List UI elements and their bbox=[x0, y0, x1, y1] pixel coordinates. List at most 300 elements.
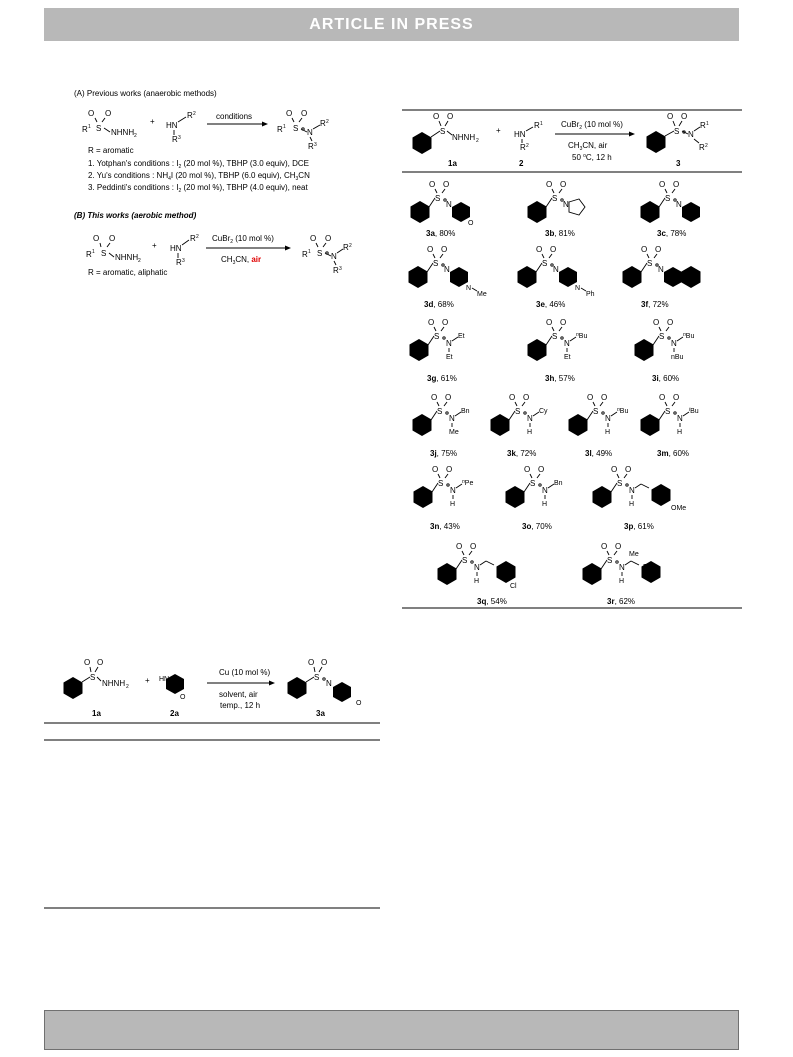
svg-text:H: H bbox=[450, 501, 456, 508]
svg-text:S: S bbox=[434, 332, 440, 341]
svg-text:3: 3 bbox=[314, 142, 317, 148]
reactant-amine-a bbox=[166, 111, 196, 144]
svg-text:+: + bbox=[496, 126, 501, 135]
svg-text:3m, 60% bbox=[657, 449, 689, 458]
svg-text:3b, 81% bbox=[545, 229, 575, 238]
svg-text:N: N bbox=[553, 265, 559, 274]
svg-text:Cl: Cl bbox=[510, 583, 517, 590]
svg-text:S: S bbox=[101, 249, 107, 258]
svg-text:O: O bbox=[546, 180, 553, 189]
svg-text:O: O bbox=[431, 393, 438, 402]
svg-text:O: O bbox=[509, 393, 516, 402]
svg-text:O: O bbox=[427, 245, 434, 254]
svg-text:+: + bbox=[152, 241, 157, 250]
svg-text:O: O bbox=[560, 318, 567, 327]
svg-text:N: N bbox=[450, 486, 456, 495]
svg-text:S: S bbox=[593, 407, 599, 416]
svg-text:N: N bbox=[527, 414, 533, 423]
condition-1-b: (20 mol %), TBHP (3.0 equiv), DCE bbox=[181, 159, 310, 168]
svg-text:N: N bbox=[446, 200, 452, 209]
svg-text:1: 1 bbox=[706, 121, 709, 127]
label-2: 2 bbox=[519, 159, 524, 168]
svg-text:S: S bbox=[542, 259, 548, 268]
svg-text:O: O bbox=[109, 234, 116, 243]
svg-text:3q, 54% bbox=[477, 597, 507, 606]
svg-text:2: 2 bbox=[476, 138, 479, 144]
svg-text:S: S bbox=[317, 249, 323, 258]
svg-text:nBu: nBu bbox=[671, 354, 684, 361]
reactant-amine-b bbox=[170, 234, 199, 267]
svg-text:1: 1 bbox=[308, 249, 311, 255]
product-id: 3d bbox=[424, 300, 434, 309]
svg-text:CuBr2 (10 mol %): CuBr$_2$ (10 mol %) bbox=[212, 234, 274, 245]
svg-text:O: O bbox=[446, 465, 453, 474]
svg-text:O: O bbox=[523, 393, 530, 402]
reactant-sulfonyl-hydrazide-b bbox=[86, 234, 141, 264]
product-yield: , 60% bbox=[668, 449, 690, 458]
svg-text:2: 2 bbox=[134, 133, 137, 139]
product-3l bbox=[569, 393, 629, 458]
svg-text:3f, 72% bbox=[641, 300, 669, 309]
svg-text:+: + bbox=[145, 676, 150, 685]
product-id: 3p bbox=[624, 522, 634, 531]
product-3e bbox=[518, 245, 595, 309]
svg-text:O: O bbox=[321, 658, 328, 667]
scheme-previous-vs-this-work bbox=[74, 89, 352, 277]
svg-text:R: R bbox=[190, 234, 196, 243]
svg-text:O: O bbox=[97, 658, 104, 667]
svg-text:O: O bbox=[611, 465, 618, 474]
svg-text:O: O bbox=[443, 180, 450, 189]
footer-box bbox=[44, 1010, 739, 1050]
svg-text:O: O bbox=[93, 234, 100, 243]
product-yield: , 80% bbox=[434, 229, 456, 238]
product-id: 3i bbox=[652, 374, 659, 383]
product-3f bbox=[623, 245, 701, 309]
product-3g bbox=[410, 318, 465, 383]
svg-text:nPe: $^n$Pe bbox=[462, 479, 474, 487]
svg-text:N: N bbox=[671, 339, 677, 348]
svg-text:O: O bbox=[659, 180, 666, 189]
svg-text:HN: HN bbox=[514, 130, 526, 139]
product-yield: , 54% bbox=[486, 597, 507, 606]
svg-text:N: N bbox=[658, 265, 664, 274]
svg-text:O: O bbox=[301, 109, 308, 118]
product-3m bbox=[641, 393, 699, 458]
r-aromatic-note: R = aromatic bbox=[88, 146, 134, 155]
svg-text:iBu: $^i$Bu bbox=[689, 407, 699, 415]
svg-text:3a, 80% bbox=[426, 229, 455, 238]
condition-2-a: 2. Yu's conditions : NH bbox=[88, 171, 169, 180]
svg-text:O: O bbox=[673, 180, 680, 189]
product-id: 3l bbox=[585, 449, 592, 458]
svg-text:N: N bbox=[331, 252, 337, 261]
product-yield: , 57% bbox=[554, 374, 575, 383]
condition-2-b: I (20 mol %), TBHP (6.0 equiv), CH bbox=[170, 171, 296, 180]
product-3c bbox=[641, 180, 701, 238]
product-3d bbox=[409, 245, 487, 309]
catalyst-cubr2-b: CuBr bbox=[561, 120, 580, 129]
label-1a: 1a bbox=[448, 159, 457, 168]
product-yield: , 61% bbox=[436, 374, 457, 383]
svg-text:O: O bbox=[546, 318, 553, 327]
svg-text:1: 1 bbox=[88, 124, 91, 130]
svg-text:2: 2 bbox=[126, 684, 129, 690]
banner-text: ARTICLE IN PRESS bbox=[309, 15, 474, 33]
svg-text:3h, 57% bbox=[545, 374, 575, 383]
product-3b bbox=[528, 180, 586, 238]
product-yield: , 46% bbox=[544, 300, 566, 309]
svg-text:Ph: Ph bbox=[586, 291, 595, 298]
svg-text:R: R bbox=[308, 142, 314, 151]
opt-label-2a: 2a bbox=[170, 709, 179, 718]
svg-text:O: O bbox=[601, 393, 608, 402]
condition-3-b: (20 mol %), TBHP (4.0 equiv), neat bbox=[181, 183, 308, 192]
product-yield: , 72% bbox=[515, 449, 537, 458]
svg-text:Bn: Bn bbox=[461, 408, 470, 415]
svg-text:50 oC, 12 h: 50 $^o$C, 12 h bbox=[572, 153, 612, 162]
svg-text:1: 1 bbox=[283, 124, 286, 130]
svg-text:R: R bbox=[302, 250, 308, 259]
product-id: 3g bbox=[427, 374, 437, 383]
svg-text:H: H bbox=[629, 501, 635, 508]
svg-text:Bn: Bn bbox=[554, 480, 563, 487]
svg-text:S: S bbox=[530, 479, 536, 488]
svg-text:O: O bbox=[88, 109, 95, 118]
svg-text:N: N bbox=[307, 128, 313, 137]
svg-text:O: O bbox=[538, 465, 545, 474]
product-id: 3k bbox=[507, 449, 516, 458]
opt-solvent: solvent, air bbox=[219, 690, 258, 699]
svg-text:O: O bbox=[456, 542, 463, 551]
svg-text:S: S bbox=[433, 259, 439, 268]
svg-text:2: 2 bbox=[326, 119, 329, 125]
svg-text:O: O bbox=[286, 109, 293, 118]
svg-text:Me: Me bbox=[449, 429, 459, 436]
svg-text:N: N bbox=[474, 563, 480, 572]
svg-text:nBu: $^n$Bu bbox=[683, 332, 695, 340]
svg-text:3p, 61% bbox=[624, 522, 654, 531]
svg-text:O: O bbox=[445, 393, 452, 402]
svg-text:N: N bbox=[575, 285, 581, 292]
products-grid bbox=[409, 180, 701, 606]
svg-text:O: O bbox=[615, 542, 622, 551]
svg-text:3l, 49% bbox=[585, 449, 612, 458]
svg-text:S: S bbox=[90, 673, 96, 682]
svg-text:N: N bbox=[688, 130, 694, 139]
arrow-label-conditions: conditions bbox=[216, 112, 253, 121]
svg-text:3d, 68% bbox=[424, 300, 454, 309]
svg-text:2: 2 bbox=[526, 143, 529, 149]
product-yield: , 75% bbox=[436, 449, 458, 458]
product-id: 3h bbox=[545, 374, 555, 383]
svg-text:O: O bbox=[641, 245, 648, 254]
svg-text:O: O bbox=[655, 245, 662, 254]
svg-text:OMe: OMe bbox=[671, 505, 687, 512]
solvent-ch-b: CH bbox=[568, 141, 580, 150]
catalyst-cubr2-a: CuBr bbox=[212, 234, 231, 243]
svg-text:N: N bbox=[326, 679, 332, 688]
svg-text:+: + bbox=[150, 117, 155, 126]
svg-text:HN: HN bbox=[166, 121, 178, 130]
svg-text:O: O bbox=[653, 318, 660, 327]
svg-text:O: O bbox=[428, 318, 435, 327]
opt-catalyst: Cu (10 mol %) bbox=[219, 668, 271, 677]
product-3n bbox=[414, 465, 474, 531]
svg-text:O: O bbox=[550, 245, 557, 254]
svg-text:3i, 60% bbox=[652, 374, 679, 383]
product-yield: , 70% bbox=[531, 522, 552, 531]
svg-text:O: O bbox=[441, 245, 448, 254]
svg-text:3. Peddinti's conditions : I2: 3. Peddinti's conditions : $I_2$ (20 mol %), TBHP (4.0 equiv), neat bbox=[88, 183, 308, 194]
product-3j bbox=[413, 393, 470, 458]
solvent-air-red: air bbox=[251, 255, 262, 264]
opt-label-1a: 1a bbox=[92, 709, 101, 718]
svg-text:R: R bbox=[520, 143, 526, 152]
svg-text:H: H bbox=[542, 501, 548, 508]
svg-text:R: R bbox=[172, 135, 178, 144]
svg-text:2: 2 bbox=[193, 111, 196, 117]
svg-text:S: S bbox=[515, 407, 521, 416]
condition-1-a: 1. Yotphan's conditions : I bbox=[88, 159, 179, 168]
svg-text:NHNH: NHNH bbox=[452, 133, 476, 142]
svg-text:N: N bbox=[564, 339, 570, 348]
product-id: 3f bbox=[641, 300, 649, 309]
svg-text:O: O bbox=[442, 318, 449, 327]
svg-text:3e, 46% bbox=[536, 300, 565, 309]
svg-text:S: S bbox=[607, 556, 613, 565]
svg-text:3o, 70% bbox=[522, 522, 552, 531]
svg-text:S: S bbox=[462, 556, 468, 565]
svg-text:O: O bbox=[105, 109, 112, 118]
svg-text:S: S bbox=[435, 194, 441, 203]
product-3h bbox=[528, 318, 588, 383]
svg-text:3k, 72% bbox=[507, 449, 536, 458]
svg-text:O: O bbox=[667, 112, 674, 121]
svg-text:S: S bbox=[665, 194, 671, 203]
opt-label-3a: 3a bbox=[316, 709, 325, 718]
svg-text:Et: Et bbox=[446, 354, 453, 361]
svg-text:Cy: Cy bbox=[539, 408, 548, 415]
svg-text:3g, 61% bbox=[427, 374, 457, 383]
svg-text:3j, 75% bbox=[430, 449, 457, 458]
svg-text:H: H bbox=[527, 429, 533, 436]
solvent-cn-a: CN, bbox=[235, 255, 252, 264]
svg-text:O: O bbox=[447, 112, 454, 121]
product-yield: , 78% bbox=[665, 229, 687, 238]
svg-text:N: N bbox=[605, 414, 611, 423]
svg-text:H: H bbox=[474, 578, 480, 585]
product-id: 3o bbox=[522, 522, 532, 531]
svg-text:3: 3 bbox=[182, 258, 185, 264]
reactant-1a-opt bbox=[64, 658, 130, 699]
product-sulfonamide-a bbox=[277, 109, 329, 151]
svg-text:O: O bbox=[84, 658, 91, 667]
svg-text:CH3CN, air: $CH_3CN$, air bbox=[568, 141, 608, 152]
svg-text:Me: Me bbox=[629, 551, 639, 558]
solvent-ch-a: CH bbox=[221, 255, 233, 264]
opt-temp: temp., 12 h bbox=[220, 701, 261, 710]
product-id: 3q bbox=[477, 597, 487, 606]
product-id: 3c bbox=[657, 229, 666, 238]
svg-text:N: N bbox=[449, 414, 455, 423]
svg-text:R: R bbox=[82, 125, 88, 134]
product-yield: , 81% bbox=[554, 229, 575, 238]
product-yield: , 72% bbox=[648, 300, 669, 309]
svg-text:S: S bbox=[293, 124, 299, 133]
product-3 bbox=[647, 112, 710, 153]
svg-text:2: 2 bbox=[705, 143, 708, 149]
section-a-title: (A) Previous works (anaerobic methods) bbox=[74, 89, 217, 98]
svg-text:O: O bbox=[468, 220, 474, 227]
svg-text:S: S bbox=[552, 332, 558, 341]
product-3p bbox=[593, 465, 687, 531]
svg-text:O: O bbox=[432, 465, 439, 474]
catalyst-loading-b: (10 mol %) bbox=[582, 120, 623, 129]
svg-text:H: H bbox=[677, 429, 683, 436]
condition-2-c: CN bbox=[298, 171, 310, 180]
svg-text:R: R bbox=[333, 266, 339, 275]
product-3k bbox=[491, 393, 549, 458]
svg-text:Et: Et bbox=[458, 333, 465, 340]
product-yield: , 60% bbox=[658, 374, 680, 383]
svg-text:S: S bbox=[437, 407, 443, 416]
temperature-time: C, 12 h bbox=[585, 153, 612, 162]
reactant-sulfonyl-hydrazide-a bbox=[82, 109, 137, 139]
svg-text:N: N bbox=[444, 265, 450, 274]
svg-text:HN: HN bbox=[159, 676, 170, 683]
svg-text:3: 3 bbox=[178, 135, 181, 141]
catalyst-loading-a: (10 mol %) bbox=[233, 234, 274, 243]
svg-text:O: O bbox=[180, 694, 186, 701]
svg-text:NHNH: NHNH bbox=[111, 128, 135, 137]
product-3q bbox=[438, 542, 518, 606]
svg-text:O: O bbox=[587, 393, 594, 402]
reactant-2 bbox=[514, 121, 543, 152]
svg-text:CuBr2 (10 mol %): CuBr$_2$ (10 mol %) bbox=[561, 120, 623, 131]
svg-text:N: N bbox=[466, 285, 472, 292]
product-id: 3e bbox=[536, 300, 545, 309]
product-3r bbox=[583, 542, 661, 606]
svg-text:O: O bbox=[356, 700, 362, 707]
svg-text:O: O bbox=[325, 234, 332, 243]
svg-text:2: 2 bbox=[349, 243, 352, 249]
svg-text:O: O bbox=[536, 245, 543, 254]
product-yield: , 62% bbox=[614, 597, 636, 606]
svg-text:N: N bbox=[629, 486, 635, 495]
svg-text:3r, 62% bbox=[607, 597, 635, 606]
solvent-cn-air-b: CN, air bbox=[582, 141, 608, 150]
svg-text:R: R bbox=[86, 250, 92, 259]
svg-text:HN: HN bbox=[170, 244, 182, 253]
svg-text:S: S bbox=[659, 332, 665, 341]
product-id: 3j bbox=[430, 449, 437, 458]
svg-text:R: R bbox=[534, 121, 540, 130]
svg-text:O: O bbox=[667, 318, 674, 327]
svg-text:2: 2 bbox=[138, 258, 141, 264]
svg-text:R: R bbox=[277, 125, 283, 134]
product-id: 3r bbox=[607, 597, 615, 606]
product-yield: , 61% bbox=[633, 522, 654, 531]
svg-text:O: O bbox=[310, 234, 317, 243]
svg-text:S: S bbox=[674, 127, 680, 136]
scheme-optimization bbox=[44, 658, 380, 908]
svg-text:N: N bbox=[677, 414, 683, 423]
svg-text:3: 3 bbox=[339, 266, 342, 272]
svg-text:O: O bbox=[308, 658, 315, 667]
svg-text:N: N bbox=[542, 486, 548, 495]
svg-text:N: N bbox=[563, 200, 569, 209]
svg-text:S: S bbox=[96, 124, 102, 133]
svg-text:3n, 43% bbox=[430, 522, 460, 531]
temperature-value: 50 bbox=[572, 153, 584, 162]
svg-text:O: O bbox=[681, 112, 688, 121]
label-3: 3 bbox=[676, 159, 681, 168]
product-sulfonamide-b bbox=[302, 234, 352, 275]
svg-text:S: S bbox=[552, 194, 558, 203]
product-id: 3n bbox=[430, 522, 440, 531]
product-yield: , 43% bbox=[439, 522, 460, 531]
svg-text:S: S bbox=[647, 259, 653, 268]
svg-text:O: O bbox=[625, 465, 632, 474]
svg-text:nBu: $^n$Bu bbox=[576, 332, 588, 340]
svg-text:O: O bbox=[659, 393, 666, 402]
condition-3-a: 3. Peddinti's conditions : I bbox=[88, 183, 179, 192]
svg-text:O: O bbox=[601, 542, 608, 551]
svg-text:N: N bbox=[676, 200, 682, 209]
svg-text:H: H bbox=[619, 578, 625, 585]
svg-text:Ph: Ph bbox=[643, 564, 652, 571]
svg-text:O: O bbox=[429, 180, 436, 189]
svg-text:1: 1 bbox=[92, 249, 95, 255]
svg-text:CH3CN, air: $CH_3CN$, air bbox=[221, 255, 262, 266]
product-3a-opt bbox=[288, 658, 363, 707]
svg-text:R: R bbox=[176, 258, 182, 267]
svg-text:R: R bbox=[320, 119, 326, 128]
reactant-morpholine-2a bbox=[159, 674, 186, 701]
svg-text:NHNH: NHNH bbox=[115, 253, 139, 262]
svg-text:O: O bbox=[433, 112, 440, 121]
svg-text:R: R bbox=[700, 121, 706, 130]
svg-text:1. Yotphan's conditions : I2 (: 1. Yotphan's conditions : $I_2$ (20 mol %), TBHP (3.0 equiv), DCE bbox=[88, 159, 310, 170]
section-b-title: (B) This works (aerobic method) bbox=[74, 211, 197, 220]
svg-text:N: N bbox=[619, 563, 625, 572]
product-yield: , 49% bbox=[591, 449, 613, 458]
product-3o bbox=[506, 465, 563, 531]
product-id: 3a bbox=[426, 229, 435, 238]
scheme-substrate-scope bbox=[402, 110, 742, 608]
svg-text:N: N bbox=[446, 339, 452, 348]
product-3a bbox=[411, 180, 475, 238]
svg-text:S: S bbox=[665, 407, 671, 416]
svg-text:S: S bbox=[438, 479, 444, 488]
svg-text:3c, 78% bbox=[657, 229, 686, 238]
product-3i bbox=[635, 318, 695, 383]
svg-text:nBu: $^n$Bu bbox=[617, 407, 629, 415]
r-aromatic-aliphatic-note: R = aromatic, aliphatic bbox=[88, 268, 168, 277]
svg-text:Et: Et bbox=[564, 354, 571, 361]
svg-text:H: H bbox=[605, 429, 611, 436]
reactant-1a bbox=[413, 112, 480, 154]
svg-text:2. Yu's conditions : NH4I (20: 2. Yu's conditions : $NH_4I$ (20 mol %), TBHP (6.0 equiv), $CH_3CN$ bbox=[88, 171, 310, 182]
svg-text:O: O bbox=[470, 542, 477, 551]
svg-text:S: S bbox=[314, 673, 320, 682]
svg-text:O: O bbox=[560, 180, 567, 189]
svg-text:O: O bbox=[524, 465, 531, 474]
svg-text:R: R bbox=[699, 143, 705, 152]
svg-text:Me: Me bbox=[477, 291, 487, 298]
svg-text:2: 2 bbox=[196, 234, 199, 240]
